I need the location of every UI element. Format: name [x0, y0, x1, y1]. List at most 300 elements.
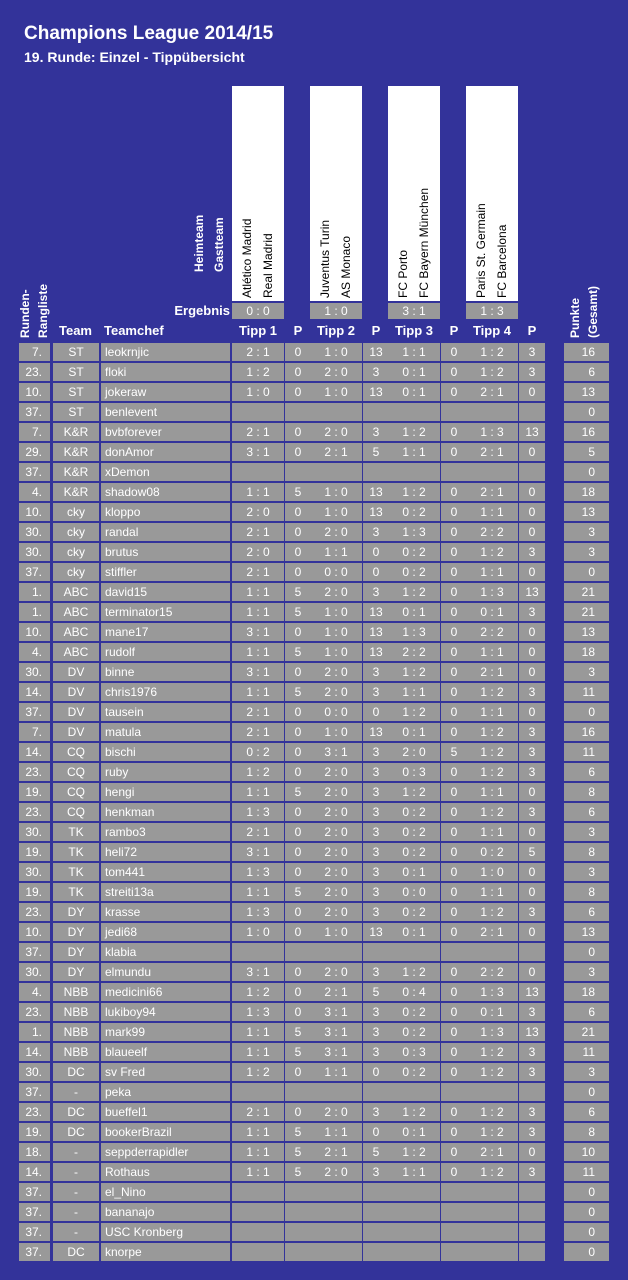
tipp-cell: 2 : 0: [310, 423, 362, 441]
points-cell: 0: [441, 1123, 467, 1141]
tipp-cell: 1 : 0: [310, 643, 362, 661]
rank-cell: 10.: [19, 623, 50, 641]
rank-cell: 23.: [19, 803, 50, 821]
tipp-cell: 1 : 2: [466, 743, 518, 761]
tipp-cell: [466, 1223, 518, 1241]
tipp-cell: 1 : 2: [388, 663, 440, 681]
rank-cell: 4.: [19, 983, 50, 1001]
tipp-cell: 0 : 1: [388, 723, 440, 741]
tipp-cell: 3 : 1: [310, 1043, 362, 1061]
total-points-cell: 3: [564, 823, 609, 841]
team-cell: NBB: [53, 1003, 99, 1021]
tipp-cell: 1 : 3: [466, 983, 518, 1001]
team-cell: CQ: [53, 743, 99, 761]
tipp-cell: [232, 463, 284, 481]
tipp-column-header: Tipp 1: [238, 323, 278, 338]
rank-cell: 7.: [19, 343, 50, 361]
points-cell: 0: [285, 903, 311, 921]
points-cell: [285, 463, 311, 481]
points-cell: 0: [285, 743, 311, 761]
points-cell: 0: [441, 783, 467, 801]
tipp-cell: 1 : 3: [466, 1023, 518, 1041]
tipp-cell: 1 : 0: [232, 383, 284, 401]
table-row: [0, 523, 628, 543]
points-cell: 0: [441, 1043, 467, 1061]
total-points-cell: 0: [564, 463, 609, 481]
tipp-cell: 2 : 0: [232, 543, 284, 561]
points-cell: 13: [363, 603, 389, 621]
teamchef-cell: randal: [101, 523, 230, 541]
home-team-name: Paris St. Germain: [474, 203, 488, 298]
tipp-cell: 1 : 2: [232, 363, 284, 381]
rank-cell: 30.: [19, 1063, 50, 1081]
points-cell: 0: [285, 1003, 311, 1021]
points-cell: 3: [519, 903, 545, 921]
tipp-cell: 2 : 0: [232, 503, 284, 521]
points-cell: 0: [441, 603, 467, 621]
tipp-cell: 1 : 1: [388, 443, 440, 461]
tipp-cell: 2 : 2: [466, 523, 518, 541]
tipp-cell: 1 : 0: [310, 603, 362, 621]
tipp-cell: 1 : 1: [232, 583, 284, 601]
points-cell: 0: [441, 443, 467, 461]
total-points-cell: 8: [564, 783, 609, 801]
team-cell: NBB: [53, 1023, 99, 1041]
points-cell: 13: [363, 643, 389, 661]
points-cell: [285, 1203, 311, 1221]
team-cell: NBB: [53, 1043, 99, 1061]
tipp-cell: 2 : 0: [310, 803, 362, 821]
total-points-cell: 11: [564, 1043, 609, 1061]
tipp-cell: 2 : 0: [310, 823, 362, 841]
points-cell: 0: [441, 483, 467, 501]
punkte-label-line1: Punkte: [568, 297, 582, 338]
tipp-cell: 1 : 2: [388, 423, 440, 441]
table-row: [0, 763, 628, 783]
tipp-cell: 0 : 1: [466, 1003, 518, 1021]
points-cell: 0: [519, 963, 545, 981]
points-cell: 0: [519, 923, 545, 941]
rank-cell: 37.: [19, 1183, 50, 1201]
tipp-cell: [232, 1223, 284, 1241]
tipp-cell: [232, 403, 284, 421]
tipp-cell: 3 : 1: [310, 1003, 362, 1021]
points-cell: 5: [285, 643, 311, 661]
team-cell: -: [53, 1143, 99, 1161]
teamchef-cell: bvbforever: [101, 423, 230, 441]
tipp-cell: 0 : 2: [388, 503, 440, 521]
tipp-cell: 3 : 1: [232, 963, 284, 981]
rank-cell: 10.: [19, 383, 50, 401]
tipp-cell: 0 : 1: [388, 1123, 440, 1141]
points-cell: 0: [441, 843, 467, 861]
table-row: [0, 643, 628, 663]
tipp-cell: 3 : 1: [232, 663, 284, 681]
total-points-cell: 11: [564, 1163, 609, 1181]
tipp-cell: 0 : 2: [466, 843, 518, 861]
team-cell: DC: [53, 1063, 99, 1081]
points-cell: 0: [363, 543, 389, 561]
table-row: [0, 383, 628, 403]
tipp-cell: 2 : 1: [232, 1103, 284, 1121]
teamchef-cell: USC Kronberg: [101, 1223, 230, 1241]
table-row: [0, 1063, 628, 1083]
team-cell: TK: [53, 823, 99, 841]
team-cell: cky: [53, 523, 99, 541]
points-cell: 3: [519, 683, 545, 701]
tipp-cell: 2 : 1: [232, 563, 284, 581]
points-cell: 5: [363, 983, 389, 1001]
points-cell: 13: [363, 623, 389, 641]
tipp-cell: 1 : 3: [466, 423, 518, 441]
teamchef-cell: lukiboy94: [101, 1003, 230, 1021]
points-cell: 0: [285, 563, 311, 581]
tipp-cell: 1 : 1: [232, 1123, 284, 1141]
tipp-cell: [232, 1183, 284, 1201]
points-cell: 3: [519, 763, 545, 781]
tipp-cell: 1 : 1: [232, 643, 284, 661]
team-cell: ST: [53, 383, 99, 401]
points-cell: 0: [519, 783, 545, 801]
tipp-cell: 2 : 0: [310, 663, 362, 681]
teamchef-cell: shadow08: [101, 483, 230, 501]
rank-cell: 19.: [19, 783, 50, 801]
teamchef-cell: heli72: [101, 843, 230, 861]
tipp-cell: 1 : 2: [466, 543, 518, 561]
points-cell: [363, 463, 389, 481]
table-row: [0, 1103, 628, 1123]
points-cell: 0: [441, 983, 467, 1001]
points-cell: 0: [363, 563, 389, 581]
points-cell: 3: [363, 743, 389, 761]
total-points-cell: 3: [564, 663, 609, 681]
points-cell: 0: [441, 703, 467, 721]
tipp-cell: 2 : 1: [466, 383, 518, 401]
rank-cell: 30.: [19, 963, 50, 981]
table-row: [0, 603, 628, 623]
table-row: [0, 1203, 628, 1223]
rank-cell: 30.: [19, 663, 50, 681]
team-cell: DC: [53, 1123, 99, 1141]
table-row: [0, 1083, 628, 1103]
points-cell: 5: [363, 443, 389, 461]
tipp-cell: 2 : 1: [466, 1143, 518, 1161]
team-cell: DV: [53, 703, 99, 721]
tipp-cell: 0 : 2: [232, 743, 284, 761]
team-cell: CQ: [53, 803, 99, 821]
rank-cell: 23.: [19, 903, 50, 921]
total-points-cell: 16: [564, 423, 609, 441]
tipp-cell: 0 : 2: [388, 843, 440, 861]
points-cell: 3: [519, 743, 545, 761]
points-cell: 3: [519, 603, 545, 621]
points-cell: 13: [363, 483, 389, 501]
points-cell: 0: [441, 383, 467, 401]
tipp-cell: 1 : 2: [466, 1163, 518, 1181]
tipp-cell: 1 : 2: [466, 803, 518, 821]
tipp-cell: 0 : 1: [388, 863, 440, 881]
points-cell: 13: [363, 343, 389, 361]
tipp-cell: 1 : 1: [388, 343, 440, 361]
teamchef-cell: kloppo: [101, 503, 230, 521]
total-points-cell: 13: [564, 623, 609, 641]
team-cell: ABC: [53, 603, 99, 621]
points-cell: [363, 1203, 389, 1221]
tipp-cell: 1 : 1: [310, 543, 362, 561]
tipp-cell: [310, 1203, 362, 1221]
tipp-cell: 0 : 1: [388, 923, 440, 941]
tipp-cell: 1 : 3: [232, 1003, 284, 1021]
tipp-cell: 2 : 0: [310, 523, 362, 541]
points-cell: 0: [519, 623, 545, 641]
rank-cell: 14.: [19, 743, 50, 761]
tipp-cell: 1 : 2: [232, 763, 284, 781]
total-points-cell: 0: [564, 1223, 609, 1241]
tipp-cell: 0 : 2: [388, 563, 440, 581]
rank-cell: 10.: [19, 923, 50, 941]
points-cell: 0: [285, 1063, 311, 1081]
rank-cell: 23.: [19, 1103, 50, 1121]
points-cell: 0: [519, 483, 545, 501]
points-cell: 0: [441, 723, 467, 741]
team-cell: DY: [53, 903, 99, 921]
points-cell: [519, 943, 545, 961]
tipp-cell: 1 : 2: [466, 1123, 518, 1141]
points-cell: 5: [285, 1023, 311, 1041]
teamchef-cell: donAmor: [101, 443, 230, 461]
points-cell: 3: [363, 1043, 389, 1061]
page-subtitle: 19. Runde: Einzel - Tippübersicht: [24, 49, 245, 65]
team-cell: DC: [53, 1103, 99, 1121]
rank-cell: 4.: [19, 483, 50, 501]
tipp-cell: [466, 1243, 518, 1261]
tipp-cell: 2 : 1: [232, 703, 284, 721]
rank-cell: 18.: [19, 1143, 50, 1161]
tipp-cell: 1 : 2: [466, 903, 518, 921]
tipp-cell: [466, 943, 518, 961]
points-cell: [519, 1083, 545, 1101]
points-cell: 0: [363, 1123, 389, 1141]
rank-cell: 30.: [19, 523, 50, 541]
points-cell: [441, 1083, 467, 1101]
tipp-cell: 1 : 2: [388, 703, 440, 721]
points-cell: 3: [519, 1103, 545, 1121]
points-cell: 0: [441, 583, 467, 601]
rank-cell: 37.: [19, 1083, 50, 1101]
tipp-cell: 2 : 0: [310, 763, 362, 781]
points-cell: 0: [285, 423, 311, 441]
total-points-cell: 18: [564, 643, 609, 661]
tipp-cell: 1 : 1: [232, 783, 284, 801]
team-cell: NBB: [53, 983, 99, 1001]
tipp-cell: 2 : 1: [232, 423, 284, 441]
points-cell: 5: [285, 1143, 311, 1161]
points-cell: 13: [363, 923, 389, 941]
tipp-cell: [388, 1083, 440, 1101]
points-column-header: P: [527, 323, 537, 338]
tipp-cell: 2 : 1: [466, 483, 518, 501]
table-row: [0, 583, 628, 603]
tipp-cell: 1 : 0: [310, 623, 362, 641]
points-cell: 3: [363, 823, 389, 841]
rank-cell: 30.: [19, 543, 50, 561]
teamchef-cell: terminator15: [101, 603, 230, 621]
points-cell: 0: [441, 1143, 467, 1161]
points-cell: 0: [285, 703, 311, 721]
total-points-cell: 0: [564, 703, 609, 721]
team-cell: cky: [53, 563, 99, 581]
points-cell: [363, 1083, 389, 1101]
points-cell: 3: [363, 1103, 389, 1121]
teamchef-cell: peka: [101, 1083, 230, 1101]
table-row: [0, 503, 628, 523]
points-cell: 0: [441, 1023, 467, 1041]
total-points-cell: 6: [564, 763, 609, 781]
total-points-cell: 6: [564, 1103, 609, 1121]
table-row: [0, 943, 628, 963]
teamchef-cell: mane17: [101, 623, 230, 641]
rangliste-label-line1: Runden-: [18, 289, 32, 338]
tipp-cell: 2 : 1: [232, 523, 284, 541]
points-cell: 3: [519, 363, 545, 381]
tipp-cell: 0 : 0: [388, 883, 440, 901]
teamchef-cell: rudolf: [101, 643, 230, 661]
tipp-cell: [466, 1203, 518, 1221]
points-cell: 5: [519, 843, 545, 861]
teamchef-cell: Rothaus: [101, 1163, 230, 1181]
points-cell: 5: [285, 583, 311, 601]
total-points-cell: 21: [564, 583, 609, 601]
points-column-header: P: [293, 323, 303, 338]
points-cell: 0: [285, 663, 311, 681]
team-cell: TK: [53, 863, 99, 881]
points-cell: [363, 1183, 389, 1201]
points-cell: 0: [441, 543, 467, 561]
tipp-cell: 1 : 1: [466, 643, 518, 661]
points-cell: 13: [519, 983, 545, 1001]
table-row: [0, 783, 628, 803]
tipp-cell: 3 : 1: [232, 843, 284, 861]
points-cell: 3: [363, 883, 389, 901]
points-cell: 3: [519, 1003, 545, 1021]
tipp-cell: 1 : 2: [388, 1103, 440, 1121]
points-cell: 0: [363, 703, 389, 721]
rank-cell: 23.: [19, 1003, 50, 1021]
teamchef-cell: bookerBrazil: [101, 1123, 230, 1141]
teamchef-cell: bueffel1: [101, 1103, 230, 1121]
points-cell: 0: [519, 703, 545, 721]
points-cell: [285, 1243, 311, 1261]
tipp-cell: 2 : 0: [310, 363, 362, 381]
tipp-cell: 1 : 1: [466, 783, 518, 801]
rank-cell: 1.: [19, 1023, 50, 1041]
table-row: [0, 683, 628, 703]
tipp-cell: [466, 463, 518, 481]
total-points-cell: 10: [564, 1143, 609, 1161]
tipp-cell: 3 : 1: [310, 1023, 362, 1041]
points-cell: 0: [519, 883, 545, 901]
points-cell: 3: [519, 543, 545, 561]
rank-cell: 1.: [19, 583, 50, 601]
team-cell: cky: [53, 503, 99, 521]
away-team-name: Real Madrid: [261, 233, 275, 298]
table-row: [0, 1143, 628, 1163]
tipp-cell: 1 : 1: [232, 1143, 284, 1161]
tipp-cell: 0 : 0: [310, 703, 362, 721]
table-row: [0, 883, 628, 903]
table-row: [0, 543, 628, 563]
tipp-cell: 1 : 0: [310, 923, 362, 941]
points-cell: 3: [363, 843, 389, 861]
points-cell: 3: [363, 1023, 389, 1041]
table-row: [0, 343, 628, 363]
tipp-cell: 0 : 2: [388, 903, 440, 921]
table-row: [0, 923, 628, 943]
points-cell: 0: [441, 343, 467, 361]
teamchef-cell: david15: [101, 583, 230, 601]
points-cell: [519, 1203, 545, 1221]
team-cell: DY: [53, 963, 99, 981]
tipp-cell: [388, 1243, 440, 1261]
tipp-cell: 2 : 0: [310, 1163, 362, 1181]
teamchef-cell: tom441: [101, 863, 230, 881]
tipp-cell: 1 : 2: [388, 583, 440, 601]
teamchef-cell: tausein: [101, 703, 230, 721]
points-cell: 13: [363, 383, 389, 401]
points-cell: 5: [441, 743, 467, 761]
tipp-cell: [310, 403, 362, 421]
team-cell: ABC: [53, 643, 99, 661]
points-cell: [441, 1243, 467, 1261]
teamchef-cell: sv Fred: [101, 1063, 230, 1081]
points-cell: [441, 403, 467, 421]
tipp-cell: 1 : 2: [232, 1063, 284, 1081]
points-cell: [285, 403, 311, 421]
tipp-cell: 1 : 1: [232, 1023, 284, 1041]
points-cell: 3: [363, 783, 389, 801]
table-row: [0, 903, 628, 923]
tipp-cell: [388, 943, 440, 961]
tipp-cell: 2 : 2: [466, 623, 518, 641]
rank-cell: 29.: [19, 443, 50, 461]
points-cell: 0: [285, 723, 311, 741]
teamchef-cell: jokeraw: [101, 383, 230, 401]
tipp-column-header: Tipp 2: [316, 323, 356, 338]
points-cell: 0: [363, 1063, 389, 1081]
home-team-name: FC Porto: [396, 249, 410, 298]
tipp-cell: 3 : 1: [232, 623, 284, 641]
points-cell: 0: [441, 363, 467, 381]
tipp-cell: 2 : 0: [310, 783, 362, 801]
tipp-cell: 1 : 1: [232, 483, 284, 501]
tipp-cell: 1 : 0: [310, 483, 362, 501]
points-cell: [441, 1223, 467, 1241]
points-cell: 0: [441, 903, 467, 921]
match-result: 3 : 1: [388, 303, 440, 319]
points-cell: 3: [363, 583, 389, 601]
rank-cell: 37.: [19, 1243, 50, 1261]
points-cell: 0: [519, 563, 545, 581]
total-points-cell: 6: [564, 903, 609, 921]
teamchef-cell: bischi: [101, 743, 230, 761]
points-cell: 0: [441, 523, 467, 541]
tipp-cell: 2 : 2: [466, 963, 518, 981]
teamchef-cell: rambo3: [101, 823, 230, 841]
points-cell: 3: [519, 803, 545, 821]
points-cell: [519, 463, 545, 481]
points-cell: 3: [363, 903, 389, 921]
points-cell: 3: [363, 683, 389, 701]
